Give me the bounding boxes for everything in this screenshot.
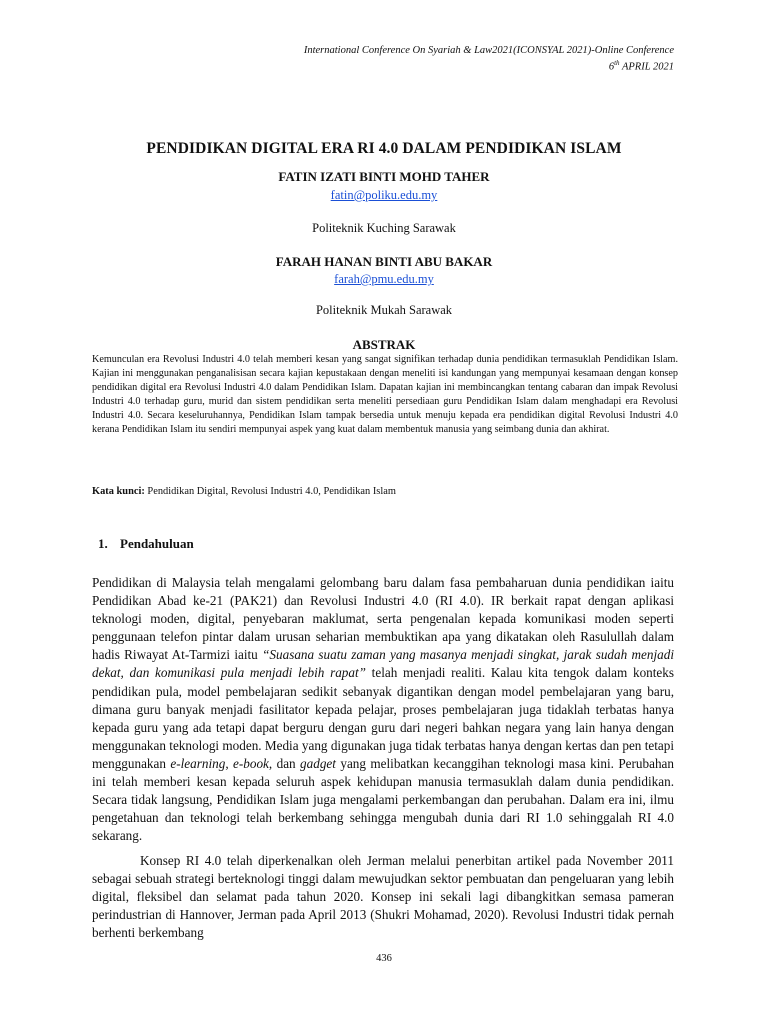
paragraph1-part-b: telah menjadi realiti. Kalau kita tengok dalam konteks pendidikan pula, model pembelajaran sedikit sebanyak digantikan dengan model pembelajaran yang baru, dimana guru banyak menjadi fasilitator kepada pelajar, proses pembelajaran juga tidaklah terbatas hanya kepada guru yang ada tetapi dapat berguru dengan guru dari negeri bahkan negara yang lain hanya dengan menggunakan teknologi moden. Media yang digunakan juga tidak terbatas hanya dengan kertas dan pen tetapi menggunakan bbox=[92, 665, 674, 771]
author-name-2: FARAH HANAN BINTI ABU BAKAR bbox=[275, 254, 493, 269]
paragraph1-part-a: Pendidikan di Malaysia telah mengalami gelombang baru dalam fasa pembaharuan dunia pendidikan iaitu Pendidikan Abad ke-21 (PAK21) dan Revolusi Industri 4.0 (RI 4.0). IR berkait rapat dengan aplikasi teknologi moden, digital, penyebaran maklumat, serta pengenalan kepada komunikasi moden seperti penggunaan telefon pintar dalam urusan seharian membuktikan apa yang dikatakan oleh Rasulullah dalam hadis Riwayat At-Tarmizi iaitu bbox=[92, 575, 674, 663]
body-paragraph-2: Konsep RI 4.0 telah diperkenalkan oleh Jerman melalui penerbitan artikel pada November 2011 sebagai sebuah strategi berteknologi tinggi dalam mewujudkan sektor pembuatan dan pengeluaran yang lebih digital, fleksibel dan selamat pada tahun 2020. Konsep ini sekali lagi dibangkitkan semasa pameran perindustrian di Hannover, Jerman pada April 2013 (Shukri Mohamad, 2020). Revolusi Industri tidak pernah berhenti berkembang bbox=[92, 853, 674, 941]
date-suffix: th bbox=[614, 59, 620, 67]
section-title: Pendahuluan bbox=[120, 536, 194, 551]
abstract-text: Kemunculan era Revolusi Industri 4.0 telah memberi kesan yang sangat signifikan terhadap dunia pendidikan termasuklah Pendidikan Islam. Kajian ini menggunakan penganalisisan secara kajian kepustakaan dengan meneliti isi kandungan yang mempunyai kesamaan dengan konsep pendidikan digital era Revolusi Industri 4.0 dalam Pendidikan Islam. Dapatan kajian ini membincangkan tentang cabaran dan impak Revolusi Industri 4.0 terhadap guru, murid dan sistem pendidikan serta meneliti persediaan guru Pendidikan Islam dalam menghadapi era Revolusi Industri 4.0. Secara keseluruhannya, Pendidikan Islam tampak bersedia untuk menuju kepada era pendidikan digital Revolusi Industri 4.0 kerana Pendidikan Islam itu sendiri mempunyai aspek yang kuat dalam membentuk manusia yang seimbang dunia dan akhirat. bbox=[92, 354, 678, 435]
term-e-book: e-book bbox=[233, 755, 269, 771]
separator-2: , dan bbox=[268, 755, 301, 771]
keywords-text: Pendidikan Digital, Revolusi Industri 4.0, Pendidikan Islam bbox=[144, 486, 396, 497]
conference-date bbox=[304, 57, 674, 74]
author-institution-2: Politeknik Mukah Sarawak bbox=[315, 303, 453, 317]
abstract-heading: ABSTRAK bbox=[352, 337, 416, 352]
term-e-learning: e-learning bbox=[170, 755, 226, 771]
section-heading bbox=[98, 536, 194, 552]
author-email-link-2[interactable]: farah@pmu.edu.my bbox=[334, 272, 434, 286]
conference-header bbox=[304, 44, 674, 74]
conference-line: International Conference On Syariah & Law2021(ICONSYAL 2021)-Online Conference bbox=[303, 45, 674, 56]
paragraph1-part-c: yang melibatkan kecanggihan teknologi masa kini. Perubahan ini telah memberi kesan kepada seluruh aspek kehidupan manusia termasuklah dalam dunia pendidikan. Secara tidak langsung, Pendidikan Islam juga mengalami perkembangan dan perubahan. Dalam era ini, ilmu pengetahuan dan teknologi telah berkembang sehingga mengubah dunia dari RI 1.0 sehinggalah RI 4.0 sekarang. bbox=[92, 755, 674, 844]
author-name-1: FATIN IZATI BINTI MOHD TAHER bbox=[278, 169, 490, 184]
date-rest: APRIL 2021 bbox=[619, 61, 674, 73]
keywords bbox=[92, 486, 396, 497]
body-paragraph-1 bbox=[92, 574, 674, 845]
page-number: 436 bbox=[376, 953, 392, 964]
section-number: 1. bbox=[98, 536, 108, 551]
term-gadget: gadget bbox=[300, 755, 336, 771]
date-day: 6 bbox=[608, 61, 615, 73]
author-email-link-1[interactable]: fatin@poliku.edu.my bbox=[330, 188, 438, 202]
paper-title: PENDIDIKAN DIGITAL ERA RI 4.0 DALAM PENDIDIKAN ISLAM bbox=[146, 140, 622, 157]
keywords-label: Kata kunci: bbox=[92, 486, 145, 497]
hadith-quote: “Suasana suatu zaman yang masanya menjadi singkat, jarak sudah menjadi dekat, dan komunikasi pula menjadi lebih rapat” bbox=[92, 647, 674, 681]
separator-1: , bbox=[225, 755, 234, 771]
author-institution-1: Politeknik Kuching Sarawak bbox=[312, 221, 456, 235]
